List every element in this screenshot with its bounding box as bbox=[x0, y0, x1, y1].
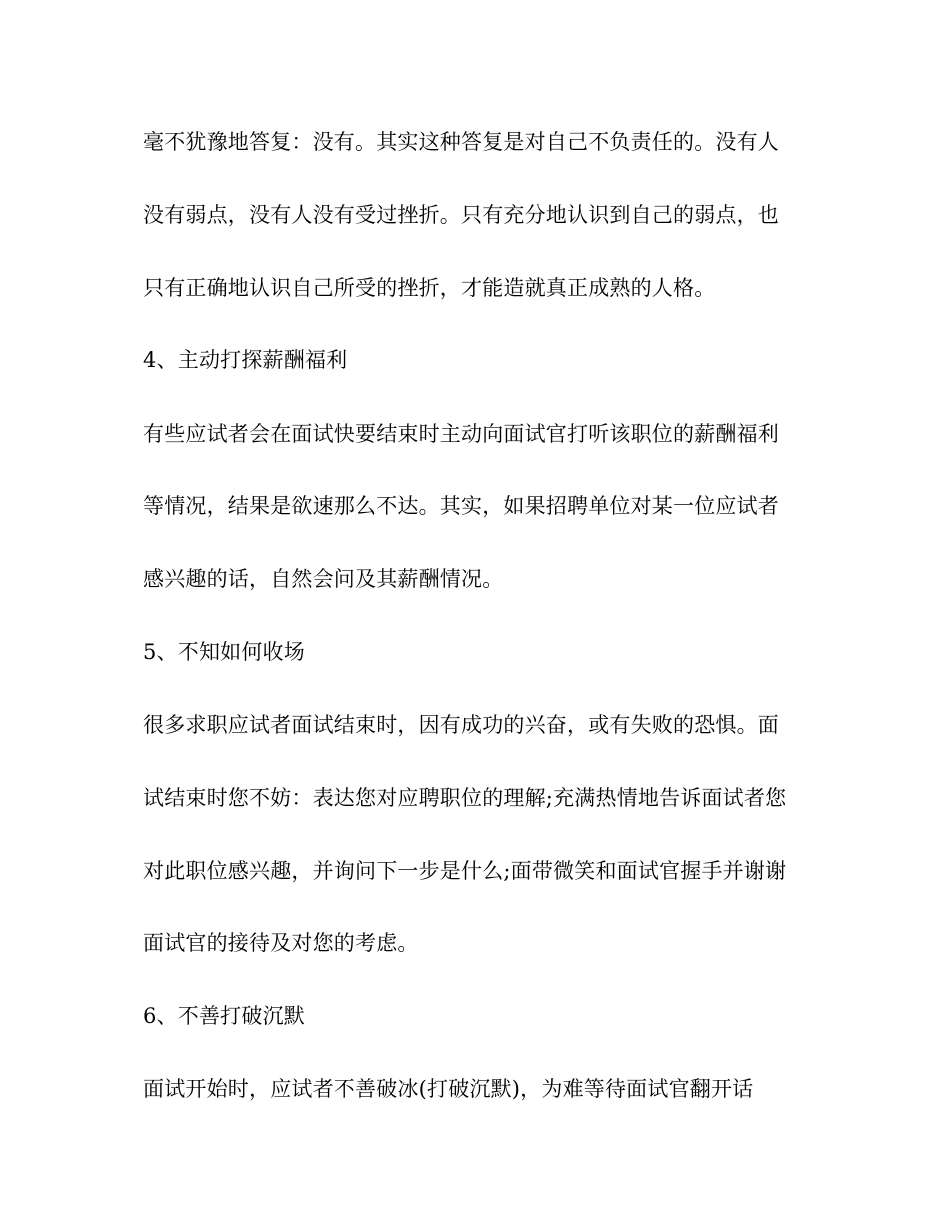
paragraph-line: 面试开始时，应试者不善破冰(打破沉默)，为难等待面试官翻开话 bbox=[143, 1077, 754, 1101]
section-heading: 4、主动打探薪酬福利 bbox=[143, 348, 348, 372]
paragraph-line: 试结束时您不妨：表达您对应聘职位的理解;充满热情地告诉面试者您 bbox=[143, 786, 787, 810]
section-heading: 6、不善打破沉默 bbox=[143, 1004, 305, 1028]
paragraph-line: 有些应试者会在面试快要结束时主动向面试官打听该职位的薪酬福利 bbox=[143, 422, 779, 446]
paragraph-line: 没有弱点，没有人没有受过挫折。只有充分地认识到自己的弱点，也 bbox=[143, 203, 779, 227]
paragraph-line: 等情况，结果是欲速那么不达。其实，如果招聘单位对某一位应试者 bbox=[143, 494, 779, 518]
paragraph-line: 只有正确地认识自己所受的挫折，才能造就真正成熟的人格。 bbox=[143, 276, 716, 300]
section-heading: 5、不知如何收场 bbox=[143, 640, 305, 664]
paragraph-line: 毫不犹豫地答复：没有。其实这种答复是对自己不负责任的。没有人 bbox=[143, 130, 779, 154]
paragraph-line: 面试官的接待及对您的考虑。 bbox=[143, 931, 419, 955]
paragraph-line: 对此职位感兴趣，并询问下一步是什么;面带微笑和面试官握手并谢谢 bbox=[143, 859, 787, 883]
paragraph-line: 感兴趣的话，自然会问及其薪酬情况。 bbox=[143, 567, 504, 591]
paragraph-line: 很多求职应试者面试结束时，因有成功的兴奋，或有失败的恐惧。面 bbox=[143, 713, 779, 737]
